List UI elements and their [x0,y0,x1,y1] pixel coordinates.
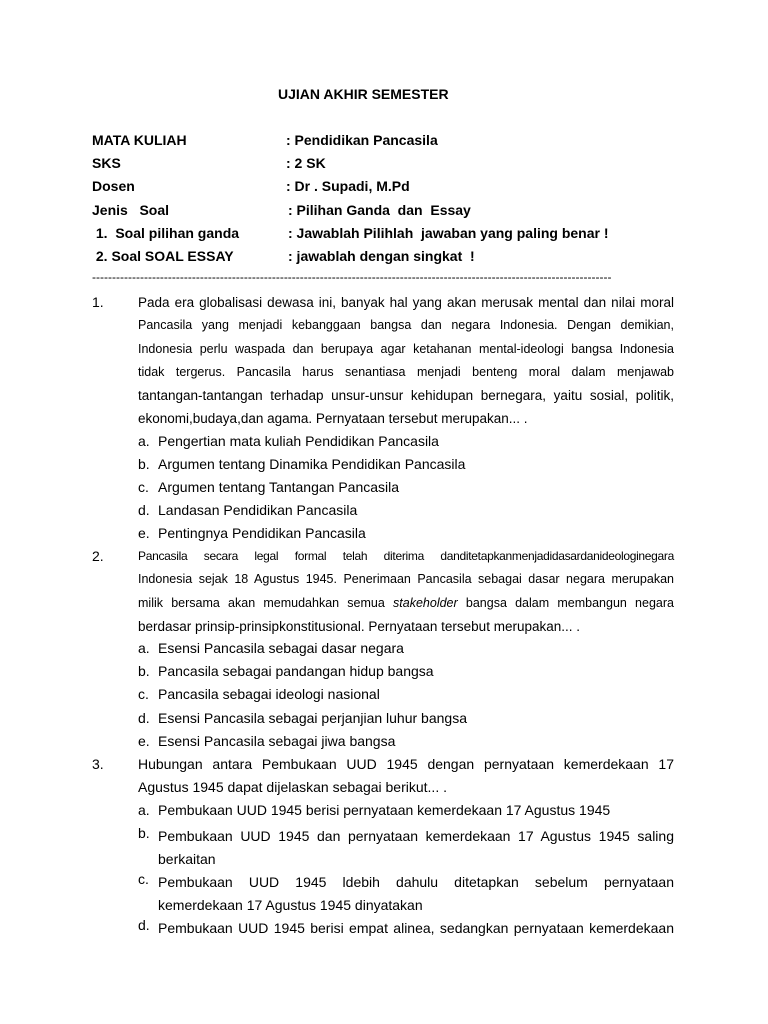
question-line: Hubungan antara Pembukaan UUD 1945 dengan pernyataan kemerdekaan 17 [138,756,674,772]
question-text [138,291,674,431]
meta-value: : Pendidikan Pancasila [286,132,438,148]
question-text [138,545,674,638]
option-text: Pentingnya Pendidikan Pancasila [158,525,366,541]
question-line: Pancasila secara legal formal telah diterima danditetapkanmenjadidasardanideologinegara [138,549,674,563]
question-line: berdasar prinsip-prinsipkonstitusional. Pernyataan tersebut merupakan... . [138,618,580,634]
option-text: Esensi Pancasila sebagai perjanjian luhur bangsa [158,710,467,726]
meta-value: : Dr . Supadi, M.Pd [286,178,410,194]
answer-option [138,710,467,726]
option-label: a. [138,640,150,656]
option-label: d. [138,710,150,726]
option-text: Pembukaan UUD 1945 dan pernyataan kemerdekaan 17 Agustus 1945 saling [158,828,674,844]
answer-option [138,871,674,918]
option-label: b. [138,456,150,472]
question-line: Pancasila yang menjadi kebanggaan bangsa dan negara Indonesia. Dengan demikian, [138,318,674,333]
option-text: Pengertian mata kuliah Pendidikan Pancasila [158,433,439,449]
answer-option [138,825,674,872]
question-line [138,592,674,615]
option-text: Pembukaan UUD 1945 berisi pernyataan kemerdekaan 17 Agustus 1945 [158,802,611,818]
option-label: a. [138,802,150,818]
meta-key: Jenis Soal [92,202,170,218]
option-text: Pembukaan UUD 1945 berisi empat alinea, sedangkan pernyataan kemerdekaan [158,920,674,936]
question-line-part: milik bersama akan memudahkan semua [138,595,385,610]
option-label: d. [138,502,150,518]
question-line: tidak tergerus. Pancasila harus senantiasa menjadi benteng moral dalam menjawab [138,364,674,379]
question-line: Indonesia sejak 18 Agustus 1945. Penerimaan Pancasila sebagai dasar negara merupakan [138,572,674,587]
answer-option [138,640,404,656]
answer-option [138,733,395,749]
separator-line: ---------------------------------------------------------------------------------------------------------------------------------- [92,270,612,284]
meta-value: : jawablah dengan singkat ! [288,248,475,264]
option-text: Pancasila sebagai ideologi nasional [158,686,380,702]
option-label: e. [138,733,150,749]
meta-key: SKS [92,155,121,171]
option-text: Pembukaan UUD 1945 ldebih dahulu ditetapkan sebelum pernyataan [158,874,674,890]
option-label: c. [138,871,149,887]
answer-option [138,917,674,940]
option-text: Esensi Pancasila sebagai dasar negara [158,640,404,656]
meta-value: : 2 SK [286,155,326,171]
question-text [138,753,674,800]
page-title: UJIAN AKHIR SEMESTER [278,86,449,102]
meta-value: : Jawablah Pilihlah jawaban yang paling benar ! [288,225,609,241]
meta-key: 1. Soal pilihan ganda [92,225,240,241]
answer-option [138,502,357,518]
option-label: a. [138,433,150,449]
option-text: Landasan Pendidikan Pancasila [158,502,358,518]
option-label: e. [138,525,150,541]
option-text: Argumen tentang Dinamika Pendidikan Pancasila [158,456,466,472]
option-label: b. [138,663,150,679]
answer-option [138,433,439,449]
option-text: Pancasila sebagai pandangan hidup bangsa [158,663,434,679]
option-label: c. [138,686,149,702]
answer-option [138,479,399,495]
question-line: Agustus 1945 dapat dijelaskan sebagai berikut... . [138,779,447,796]
option-text: Esensi Pancasila sebagai jiwa bangsa [158,733,396,749]
answer-option [138,663,434,679]
question-line-italic: stakeholder [393,595,458,610]
answer-option [138,686,380,702]
answer-option [138,525,366,541]
question-line: ekonomi,budaya,dan agama. Pernyataan tersebut merupakan... . [138,411,528,427]
meta-key: MATA KULIAH [92,132,187,148]
option-text: kemerdekaan 17 Agustus 1945 dinyatakan [158,897,423,914]
option-label: d. [138,917,150,933]
option-text: berkaitan [158,851,216,868]
meta-value: : Pilihan Ganda dan Essay [288,202,471,218]
answer-option [138,456,465,472]
option-label: c. [138,479,149,495]
question-number: 2. [92,548,104,564]
meta-key: 2. Soal SOAL ESSAY [92,248,234,264]
question-line-part: bangsa dalam membangun negara [465,595,674,610]
option-label: b. [138,825,150,841]
question-number: 3. [92,756,104,772]
question-line: Indonesia perlu waspada dan berupaya agar ketahanan mental-ideologi bangsa Indonesia [138,341,674,356]
option-text: Argumen tentang Tantangan Pancasila [158,479,400,495]
meta-key: Dosen [92,178,135,194]
question-line: Pada era globalisasi dewasa ini, banyak hal yang akan merusak mental dan nilai moral [138,295,674,310]
answer-option [138,802,610,818]
question-number: 1. [92,294,104,310]
question-line: tantangan-tantangan terhadap unsur-unsur kehidupan bernegara, yaitu sosial, politik, [138,388,674,404]
